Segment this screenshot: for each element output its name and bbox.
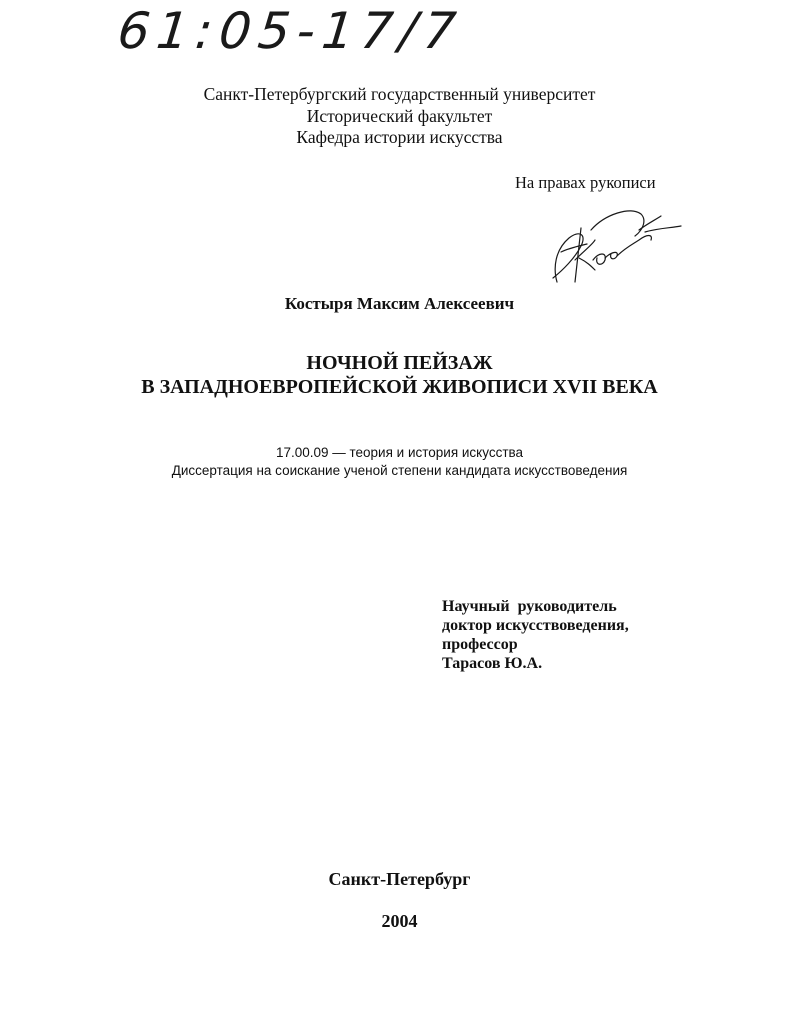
supervisor-role: Научный руководитель — [442, 598, 617, 615]
institution-header — [0, 84, 799, 149]
signature-stroke — [617, 236, 651, 257]
city: Санкт-Петербург — [328, 869, 471, 889]
handwritten-signature — [535, 200, 685, 290]
university-name: Санкт-Петербургский государственный университет — [203, 84, 596, 104]
archive-code: 61:05-17/7 — [114, 2, 466, 60]
degree-description: Диссертация на соискание ученой степени кандидата искусствоведения — [171, 463, 628, 478]
supervisor-degree: доктор искусствоведения, — [442, 617, 629, 634]
department-name: Кафедра истории искусства — [296, 127, 503, 147]
specialty-block — [0, 444, 799, 480]
manuscript-rights-note: На правах рукописи — [515, 173, 656, 192]
specialty-code: 17.00.09 — теория и история искусства — [275, 445, 524, 460]
supervisor-rank: профессор — [442, 636, 518, 653]
supervisor-name: Тарасов Ю.А. — [442, 655, 543, 672]
supervisor-block — [442, 597, 629, 673]
title-line-2: В ЗАПАДНОЕВРОПЕЙСКОЙ ЖИВОПИСИ XVII ВЕКА — [141, 376, 658, 398]
signature-stroke — [605, 252, 617, 258]
author-name: Костыря Максим Алексеевич — [284, 294, 515, 313]
signature-stroke — [593, 254, 605, 264]
dissertation-title — [0, 351, 799, 399]
year: 2004 — [381, 911, 418, 931]
signature-stroke — [639, 216, 681, 232]
faculty-name: Исторический факультет — [306, 105, 493, 126]
signature-stroke — [561, 244, 587, 252]
title-line-1: НОЧНОЙ ПЕЙЗАЖ — [306, 352, 493, 374]
signature-stroke — [591, 211, 644, 236]
